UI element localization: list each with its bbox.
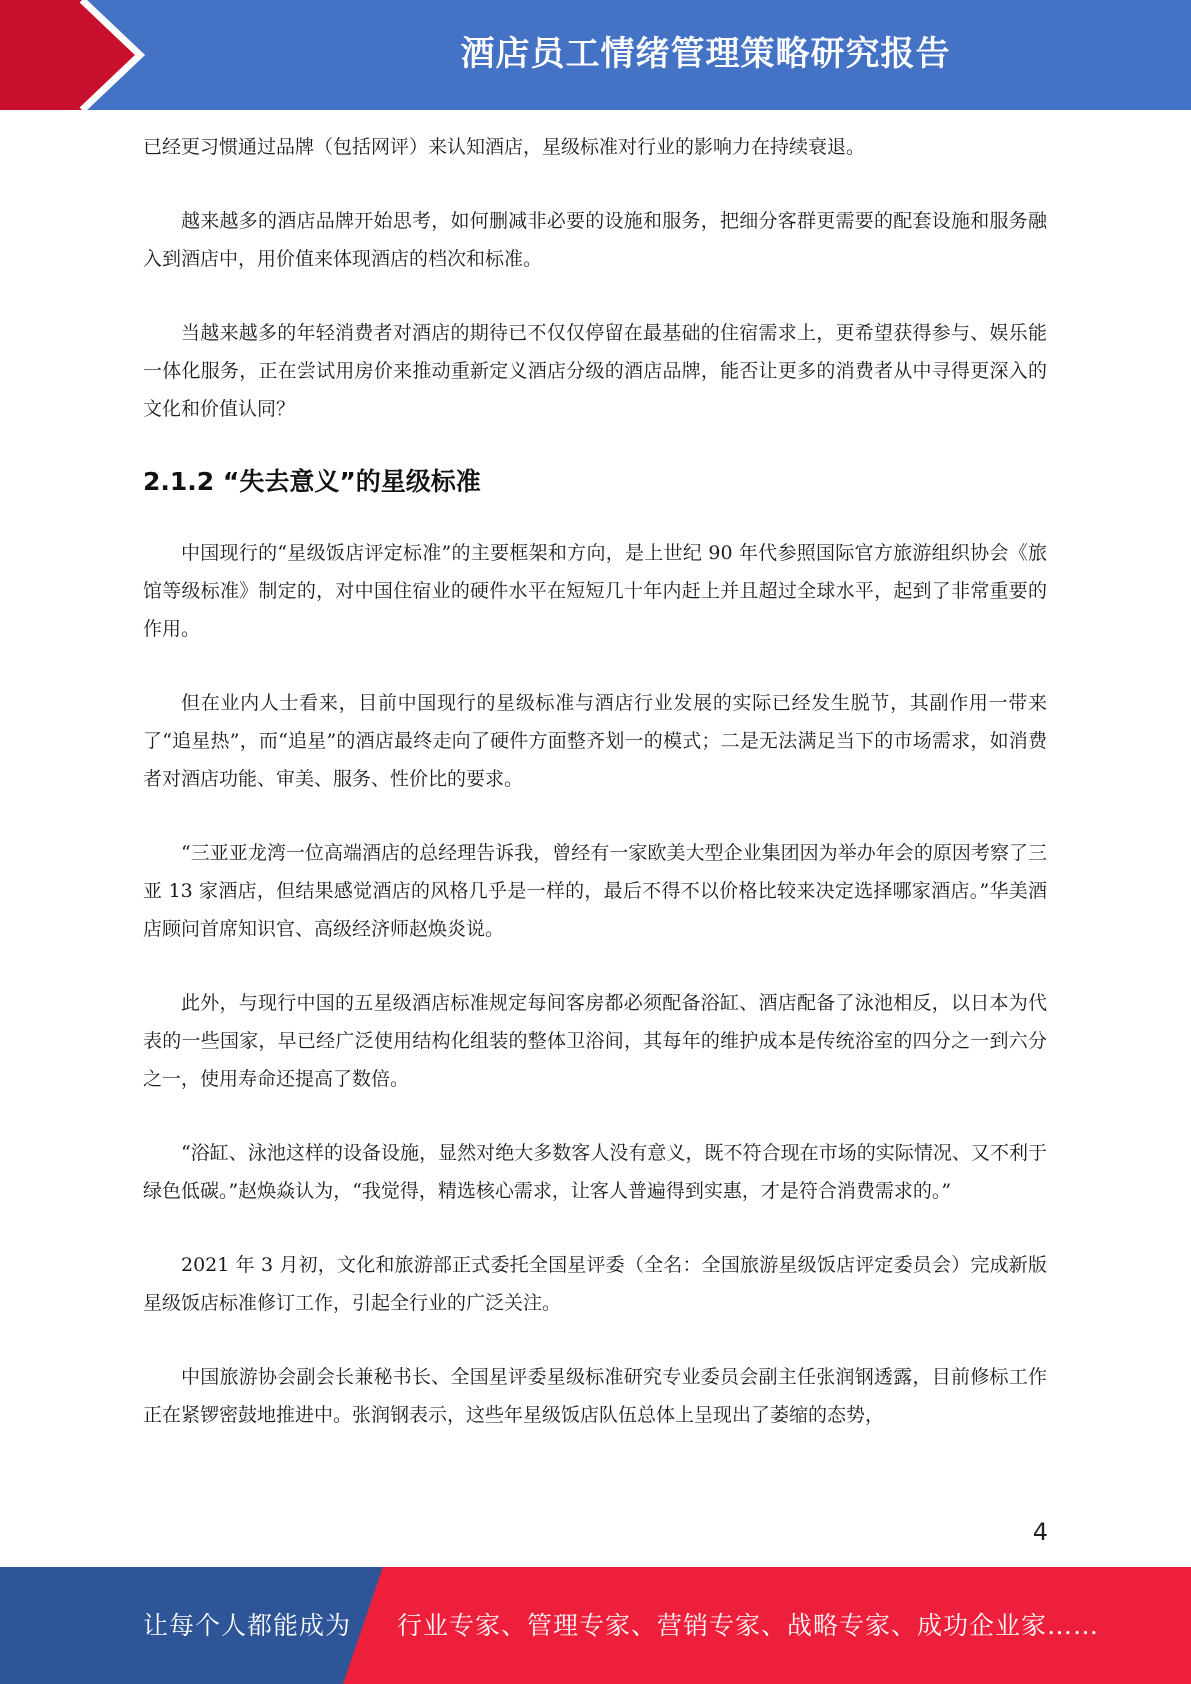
footer-banner <box>0 1567 1191 1684</box>
paragraph: 中国旅游协会副会长兼秘书长、全国星评委星级标准研究专业委员会副主任张润钢透露，目前修标工作正在紧锣密鼓地推进中。张润钢表示，这些年星级饭店队伍总体上呈现出了萎缩的态势， <box>143 1366 1047 1426</box>
footer-slogan-right: 行业专家、管理专家、营销专家、战略专家、成功企业家…… <box>397 1611 1100 1640</box>
paragraph: 此外，与现行中国的五星级酒店标准规定每间客房都必须配备浴缸、酒店配备了泳池相反，以日本为代表的一些国家，早已经广泛使用结构化组装的整体卫浴间，其每年的维护成本是传统浴室的四分之一到六分之一，使用寿命还提高了数倍。 <box>143 992 1047 1090</box>
paragraph: 中国现行的“星级饭店评定标准”的主要框架和方向，是上世纪 90 年代参照国际官方旅游组织协会《旅馆等级标准》制定的，对中国住宿业的硬件水平在短短几十年内赶上并且超过全球水平，起到了非常重要的作用。 <box>143 542 1047 640</box>
paragraph: 2021 年 3 月初，文化和旅游部正式委托全国星评委（全名：全国旅游星级饭店评定委员会）完成新版星级饭店标准修订工作，引起全行业的广泛关注。 <box>143 1254 1047 1314</box>
page-content <box>143 128 1047 1470</box>
paragraph: 但在业内人士看来，目前中国现行的星级标准与酒店行业发展的实际已经发生脱节，其副作用一带来了“追星热”，而“追星”的酒店最终走向了硬件方面整齐划一的模式；二是无法满足当下的市场需求，如消费者对酒店功能、审美、服务、性价比的要求。 <box>143 692 1047 790</box>
paragraph: “浴缸、泳池这样的设备设施，显然对绝大多数客人没有意义，既不符合现在市场的实际情况、又不利于绿色低碳。”赵焕焱认为，“我觉得，精选核心需求，让客人普遍得到实惠，才是符合消费需求的。” <box>143 1142 1047 1202</box>
paragraph: 已经更习惯通过品牌（包括网评）来认知酒店，星级标准对行业的影响力在持续衰退。 <box>143 136 866 158</box>
section-heading: 2.1.2 “失去意义”的星级标准 <box>143 467 481 496</box>
header-banner <box>0 0 1191 110</box>
paragraph: 当越来越多的年轻消费者对酒店的期待已不仅仅停留在最基础的住宿需求上，更希望获得参与、娱乐能一体化服务，正在尝试用房价来推动重新定义酒店分级的酒店品牌，能否让更多的消费者从中寻得更深入的文化和价值认同？ <box>143 322 1047 420</box>
footer-slogan-left: 让每个人都能成为 <box>143 1611 352 1640</box>
document-title: 酒店员工情绪管理策略研究报告 <box>460 34 951 74</box>
paragraph: “三亚亚龙湾一位高端酒店的总经理告诉我，曾经有一家欧美大型企业集团因为举办年会的原因考察了三亚 13 家酒店，但结果感觉酒店的风格几乎是一样的，最后不得不以价格比较来决定选择哪家酒店。”华美酒店顾问首席知识官、高级经济师赵焕炎说。 <box>143 842 1047 940</box>
paragraph: 越来越多的酒店品牌开始思考，如何删减非必要的设施和服务，把细分客群更需要的配套设施和服务融入到酒店中，用价值来体现酒店的档次和标准。 <box>143 210 1047 270</box>
page-number: 4 <box>1032 1518 1048 1546</box>
